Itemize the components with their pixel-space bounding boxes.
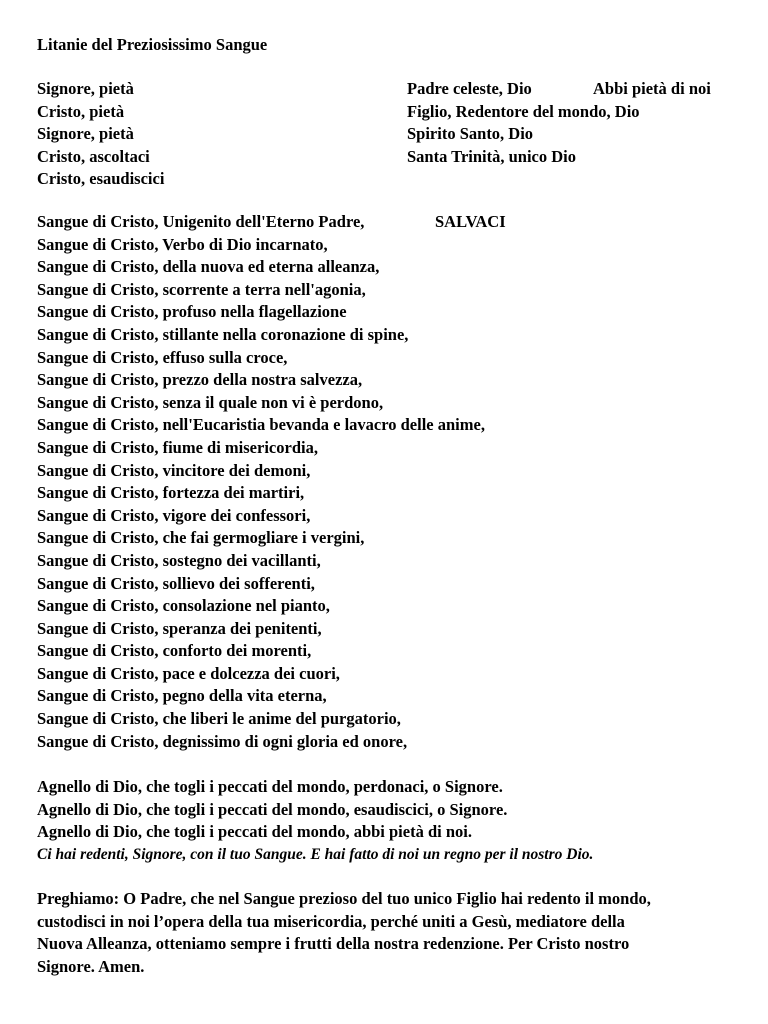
litany-line: Sangue di Cristo, conforto dei morenti, — [37, 641, 312, 661]
litany-line: Sangue di Cristo, consolazione nel pianto, — [37, 596, 330, 616]
agnus-line: Agnello di Dio, che togli i peccati del mondo, perdonaci, o Signore. — [37, 777, 503, 796]
litany-line: Sangue di Cristo, profuso nella flagellazione — [37, 302, 347, 322]
litany-line: Sangue di Cristo, che fai germogliare i vergini, — [37, 528, 365, 548]
litany-response: SALVACI — [435, 212, 506, 231]
prayer-line: Nuova Alleanza, otteniamo sempre i frutti della nostra redenzione. Per Cristo nostro — [37, 934, 630, 954]
invocation-line: Santa Trinità, unico Dio — [407, 146, 577, 166]
invocation-line: Cristo, pietà — [37, 101, 125, 121]
versicle: Ci hai redenti, Signore, con il tuo Sangue. E hai fatto di noi un regno per il nostro Dio. — [37, 846, 594, 863]
prayer-line: Signore. Amen. — [37, 956, 145, 976]
agnus-dei-block — [37, 776, 507, 844]
litany-line: Sangue di Cristo, scorrente a terra nell'agonia, — [37, 279, 366, 299]
litany-line: Sangue di Cristo, vincitore dei demoni, — [37, 460, 311, 480]
invocation-line: Cristo, esaudiscici — [37, 169, 165, 189]
prayer-line: custodisci in noi l’opera della tua misericordia, perché uniti a Gesù, mediatore della — [37, 911, 625, 931]
invocation-line: Figlio, Redentore del mondo, Dio — [407, 101, 640, 121]
closing-prayer — [37, 888, 737, 978]
litany-line: Sangue di Cristo, che liberi le anime del purgatorio, — [37, 709, 401, 729]
litany-line: Sangue di Cristo, degnissimo di ogni gloria ed onore, — [37, 731, 408, 751]
invocation-line: Spirito Santo, Dio — [407, 124, 534, 144]
litany-line: Sangue di Cristo, nell'Eucaristia bevanda e lavacro delle anime, — [37, 415, 485, 435]
prayer-line: Preghiamo: O Padre, che nel Sangue prezioso del tuo unico Figlio hai redento il mondo, — [37, 889, 651, 908]
agnus-line: Agnello di Dio, che togli i peccati del mondo, esaudiscici, o Signore. — [37, 799, 508, 819]
litany-line: Sangue di Cristo, sollievo dei sofferenti, — [37, 573, 315, 593]
litany-line: Sangue di Cristo, fiume di misericordia, — [37, 437, 318, 457]
invocation-line: Cristo, ascoltaci — [37, 146, 150, 166]
litany-line: Sangue di Cristo, prezzo della nostra salvezza, — [37, 370, 363, 390]
litany-line: Sangue di Cristo, stillante nella coronazione di spine, — [37, 324, 409, 344]
litany-line: Sangue di Cristo, Verbo di Dio incarnato, — [37, 234, 328, 254]
litany-line: Sangue di Cristo, Unigenito dell'Eterno Padre, — [37, 212, 365, 231]
agnus-line: Agnello di Dio, che togli i peccati del mondo, abbi pietà di noi. — [37, 822, 472, 842]
document-title: Litanie del Preziosissimo Sangue — [37, 35, 268, 54]
litany-list — [37, 211, 485, 753]
litany-line: Sangue di Cristo, della nuova ed eterna alleanza, — [37, 257, 380, 277]
litany-line: Sangue di Cristo, vigore dei confessori, — [37, 505, 311, 525]
litany-line: Sangue di Cristo, fortezza dei martiri, — [37, 483, 305, 503]
litany-line: Sangue di Cristo, pace e dolcezza dei cuori, — [37, 663, 340, 683]
opening-response: Abbi pietà di noi — [593, 79, 711, 98]
litany-line: Sangue di Cristo, speranza dei penitenti, — [37, 618, 322, 638]
invocation-line: Signore, pietà — [37, 79, 134, 98]
invocation-line: Padre celeste, Dio — [407, 79, 532, 98]
invocation-line: Signore, pietà — [37, 124, 134, 144]
litany-line: Sangue di Cristo, senza il quale non vi è perdono, — [37, 392, 384, 412]
litany-line: Sangue di Cristo, pegno della vita eterna, — [37, 686, 327, 706]
opening-invocations-left — [37, 78, 164, 191]
litany-line: Sangue di Cristo, sostegno dei vacillanti, — [37, 550, 321, 570]
litany-line: Sangue di Cristo, effuso sulla croce, — [37, 347, 288, 367]
